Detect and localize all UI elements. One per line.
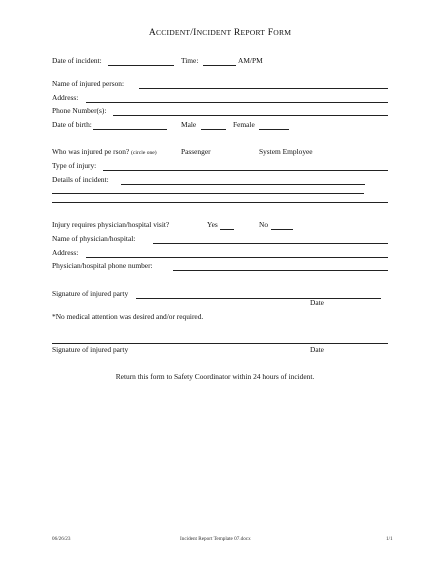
female-label: Female: [233, 120, 255, 129]
details-field-1[interactable]: [121, 184, 365, 185]
am-pm-label: AM/PM: [238, 56, 263, 65]
signature-label: Signature of injured party: [52, 289, 129, 298]
who-was-injured-label: Who was injured pe rson? (circle one): [52, 147, 157, 156]
signature-2-line[interactable]: [52, 343, 388, 344]
yes-field[interactable]: [220, 229, 234, 230]
yes-label: Yes: [207, 220, 218, 229]
address-label: Address:: [52, 93, 79, 102]
physician-address-label: Address:: [52, 248, 79, 257]
no-field[interactable]: [271, 229, 293, 230]
footer-filename: Incident Report Template 07.docx: [180, 536, 251, 542]
signature-2-label: Signature of injured party: [52, 345, 129, 354]
time-field[interactable]: [203, 65, 236, 66]
time-label: Time:: [181, 56, 199, 65]
option-system-employee[interactable]: System Employee: [259, 147, 313, 156]
form-title: ACCIDENT/INCIDENT REPORT FORM: [148, 27, 292, 38]
date-of-incident-label: Date of incident:: [52, 56, 102, 65]
type-of-injury-label: Type of injury:: [52, 161, 97, 170]
date-of-incident-field[interactable]: [108, 65, 174, 66]
physician-address-field[interactable]: [86, 257, 388, 258]
details-field-3[interactable]: [52, 202, 388, 203]
male-field[interactable]: [201, 129, 226, 130]
name-injured-label: Name of injured person:: [52, 79, 125, 88]
no-label: No: [259, 220, 269, 229]
details-field-2[interactable]: [52, 193, 364, 194]
physician-visit-label: Injury requires physician/hospital visit?: [52, 220, 170, 229]
phone-label: Phone Number(s):: [52, 106, 107, 115]
date-of-birth-field[interactable]: [93, 129, 167, 130]
physician-phone-field[interactable]: [173, 270, 388, 271]
date-of-birth-label: Date of birth:: [52, 120, 92, 129]
physician-name-label: Name of physician/hospital:: [52, 234, 136, 243]
no-medical-note: *No medical attention was desired and/or required.: [52, 312, 204, 321]
type-of-injury-field[interactable]: [103, 170, 388, 171]
option-passenger[interactable]: Passenger: [181, 147, 211, 156]
signature-field[interactable]: [136, 298, 381, 299]
footer-page-number: 1/1: [386, 536, 393, 542]
details-label: Details of incident:: [52, 175, 109, 184]
male-label: Male: [181, 120, 197, 129]
date-2-label: Date: [310, 345, 324, 354]
physician-phone-label: Physician/hospital phone number:: [52, 261, 153, 270]
female-field[interactable]: [259, 129, 289, 130]
date-label: Date: [310, 298, 324, 307]
phone-field[interactable]: [113, 115, 388, 116]
return-note: Return this form to Safety Coordinator within 24 hours of incident.: [115, 372, 315, 381]
footer-date: 06/26/23: [52, 536, 71, 542]
physician-name-field[interactable]: [153, 243, 388, 244]
address-field[interactable]: [86, 102, 388, 103]
name-injured-field[interactable]: [139, 88, 388, 89]
